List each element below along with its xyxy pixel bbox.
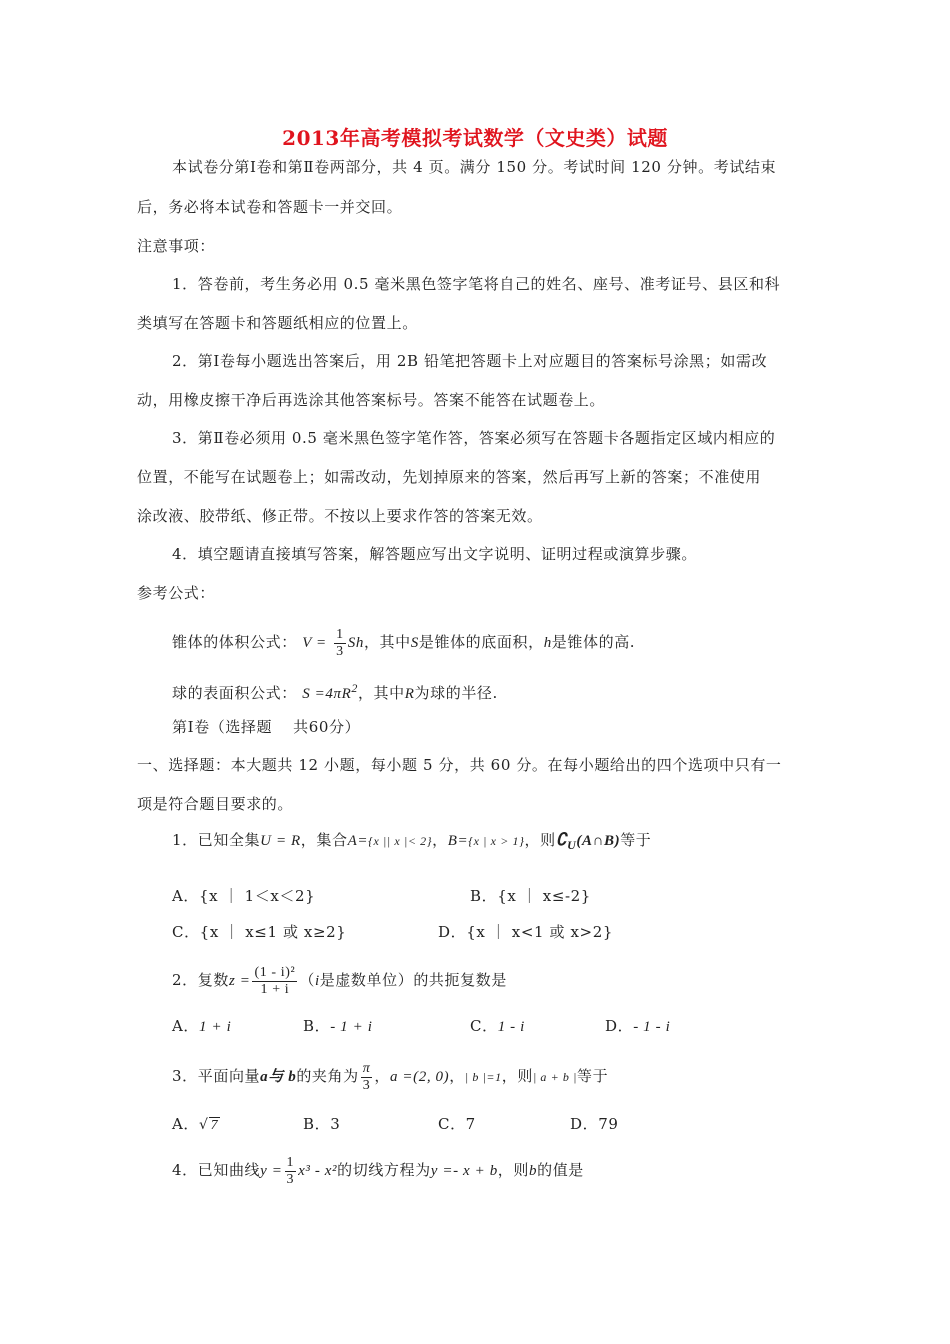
- q3-option-b: B．3: [303, 1115, 341, 1133]
- q2-stem-b: （: [299, 971, 315, 989]
- q4-line: y =- x + b: [430, 1163, 498, 1179]
- note-1-line-1: 1．答卷前，考生务必用 0.5 毫米黑色签字笔将自己的姓名、座号、准考证号、县区和科: [172, 275, 781, 293]
- q4-frac-num: 1: [286, 1154, 295, 1170]
- q2-frac-den: 1 + i: [260, 981, 290, 997]
- q2-option-a-label: A．: [172, 1017, 200, 1035]
- q1-setB: {x | x > 1}: [468, 834, 525, 848]
- sphere-exp: 2: [351, 681, 358, 695]
- q3-stem-b: 的夹角为: [296, 1067, 359, 1085]
- note-2-line-1: 2．第Ⅰ卷每小题选出答案后，用 2B 铅笔把答题卡上对应题目的答案标号涂黑；如需改: [172, 352, 768, 370]
- cone-fraction: [334, 627, 346, 660]
- q2-stem: [172, 960, 507, 1001]
- q1-B: B=: [447, 833, 469, 849]
- q1-option-c: C．{x ｜ x≤1 或 x≥2}: [172, 923, 347, 941]
- q2-option-b-label: B．: [303, 1017, 331, 1035]
- q2-option-b: [303, 1016, 372, 1037]
- q3-pi: π: [362, 1060, 371, 1076]
- q3-abnorm: | a + b |: [532, 1070, 578, 1084]
- q3-option-c: C．7: [438, 1115, 476, 1133]
- note-1-line-2: 类填写在答题卡和答题纸相应的位置上。: [137, 314, 418, 332]
- cone-label: 锥体的体积公式：: [172, 633, 297, 651]
- cone-frac-num: 1: [336, 626, 344, 642]
- q1-option-d: D．{x ｜ x<1 或 x>2}: [438, 923, 613, 941]
- q2-option-d-value: - 1 - i: [633, 1019, 671, 1035]
- q2-option-c-value: 1 - i: [497, 1019, 525, 1035]
- q1-complement-expr: (A∩B): [576, 833, 621, 849]
- q3-stem-a: 3．平面向量: [172, 1067, 261, 1085]
- q2-option-c: [470, 1016, 525, 1037]
- q2-option-a-value: 1 + i: [199, 1019, 232, 1035]
- q1-A: A=: [347, 833, 369, 849]
- sphere-desc-2: 为球的半径.: [414, 684, 498, 702]
- q1-complement-sub: U: [567, 838, 577, 852]
- q2-option-a: [172, 1016, 231, 1037]
- q2-option-d-label: D．: [605, 1017, 634, 1035]
- sphere-label: 球的表面积公式：: [172, 684, 297, 702]
- formulas-heading: 参考公式：: [137, 584, 216, 602]
- q1-option-b: B．{x ｜ x≤-2}: [470, 887, 591, 905]
- intro-line-2: 后，务必将本试卷和答题卡一并交回。: [137, 198, 403, 216]
- q2-option-d: [605, 1016, 670, 1037]
- cone-h: h: [543, 635, 552, 651]
- q1-option-a: A．{x ｜ 1＜x＜2}: [172, 887, 316, 905]
- q4-stem-a: 4．已知曲线: [172, 1161, 261, 1179]
- cone-S: S: [410, 635, 419, 651]
- cone-frac-den: 3: [336, 643, 344, 659]
- q4-b: b: [529, 1163, 538, 1179]
- q2-fraction: [252, 965, 297, 998]
- q3-option-a: [172, 1114, 220, 1136]
- q1-complement-symbol: ∁: [555, 830, 568, 849]
- q3-three: 3: [362, 1077, 371, 1093]
- intro-line-1: 本试卷分第Ⅰ卷和第Ⅱ卷两部分，共 4 页。满分 150 分。考试时间 120 分钟。考试结束: [172, 158, 777, 176]
- sphere-R: R: [404, 686, 415, 702]
- q1-comma: ，: [432, 831, 448, 849]
- cone-desc-3: 是锥体的高.: [551, 633, 636, 651]
- q1-setA: {x || x |< 2}: [368, 834, 433, 848]
- q4-stem-c: ，则: [497, 1161, 529, 1179]
- q4-stem-b: 的切线方程为: [337, 1161, 431, 1179]
- q3-ab: a与 b: [260, 1069, 297, 1085]
- sphere-desc-1: ，其中: [357, 684, 405, 702]
- q3-stem-f: 等于: [577, 1067, 609, 1085]
- q3-bnorm: | b |=1: [464, 1070, 502, 1084]
- notes-heading: 注意事项：: [137, 237, 216, 255]
- q2-option-c-label: C．: [470, 1017, 498, 1035]
- section-line-2: 项是符合题目要求的。: [137, 795, 294, 813]
- q1-stem-b: ，集合: [300, 831, 348, 849]
- q3-option-a-label: A．: [172, 1115, 200, 1133]
- q4-fraction: [285, 1155, 297, 1188]
- q2-z: z =: [228, 973, 251, 989]
- cone-lhs: V =: [302, 635, 327, 651]
- q2-i: i: [314, 973, 320, 989]
- q4-stem: [172, 1150, 584, 1191]
- sphere-expr: S =4πR: [302, 686, 352, 702]
- q3-stem: [172, 1056, 608, 1097]
- note-2-line-2: 动，用橡皮擦干净后再选涂其他答案标号。答案不能答在试题卷上。: [137, 391, 606, 409]
- q1-stem-d: 等于: [620, 831, 652, 849]
- q3-stem-c: ，: [374, 1067, 390, 1085]
- q3-option-d: D．79: [570, 1115, 619, 1133]
- q3-stem-e: ，则: [501, 1067, 533, 1085]
- q1-stem-a: 1．已知全集: [172, 831, 261, 849]
- q2-stem-c: 是虚数单位）的共扼复数是: [319, 971, 507, 989]
- cone-desc-1: ，其中: [363, 633, 411, 651]
- cone-desc-2: 是锥体的底面积，: [418, 633, 544, 651]
- q3-option-a-sqrt: √ 7: [199, 1117, 219, 1133]
- q4-expr: x³ - x²: [298, 1163, 338, 1179]
- q4-frac-den: 3: [286, 1171, 295, 1187]
- note-3-line-1: 3．第Ⅱ卷必须用 0.5 毫米黑色签字笔作答，答案必须写在答题卡各题指定区域内相应的: [172, 429, 776, 447]
- q1-stem-c: ，则: [524, 831, 556, 849]
- cone-formula: [172, 624, 635, 661]
- q2-stem-a: 2．复数: [172, 971, 229, 989]
- q4-y: y =: [260, 1163, 283, 1179]
- section-line-1: 一、选择题：本大题共 12 小题，每小题 5 分，共 60 分。在每小题给出的四个选项中只有一: [137, 756, 782, 774]
- q1-stem: [172, 830, 651, 855]
- q3-option-a-radicand: 7: [210, 1118, 219, 1133]
- q4-stem-d: 的值是: [537, 1161, 584, 1179]
- q3-avec: a =(2, 0): [389, 1069, 450, 1085]
- page-title: 2013年高考模拟考试数学（文史类）试题: [282, 126, 668, 150]
- sphere-formula: [172, 678, 498, 704]
- q2-frac-num: (1 - i)²: [254, 964, 296, 980]
- part1-heading: 第Ⅰ卷（选择题 共60分）: [172, 718, 361, 736]
- q3-stem-d: ，: [449, 1067, 465, 1085]
- q1-U: U = R: [260, 833, 301, 849]
- note-3-line-3: 涂改液、胶带纸、修正带。不按以上要求作答的答案无效。: [137, 507, 543, 525]
- note-3-line-2: 位置，不能写在试题卷上；如需改动，先划掉原来的答案，然后再写上新的答案；不准使用: [137, 468, 762, 486]
- q2-option-b-value: - 1 + i: [330, 1019, 373, 1035]
- cone-rhs: Sh: [347, 635, 364, 651]
- q3-angle-fraction: [361, 1061, 373, 1094]
- note-4: 4．填空题请直接填写答案，解答题应写出文字说明、证明过程或演算步骤。: [172, 545, 697, 563]
